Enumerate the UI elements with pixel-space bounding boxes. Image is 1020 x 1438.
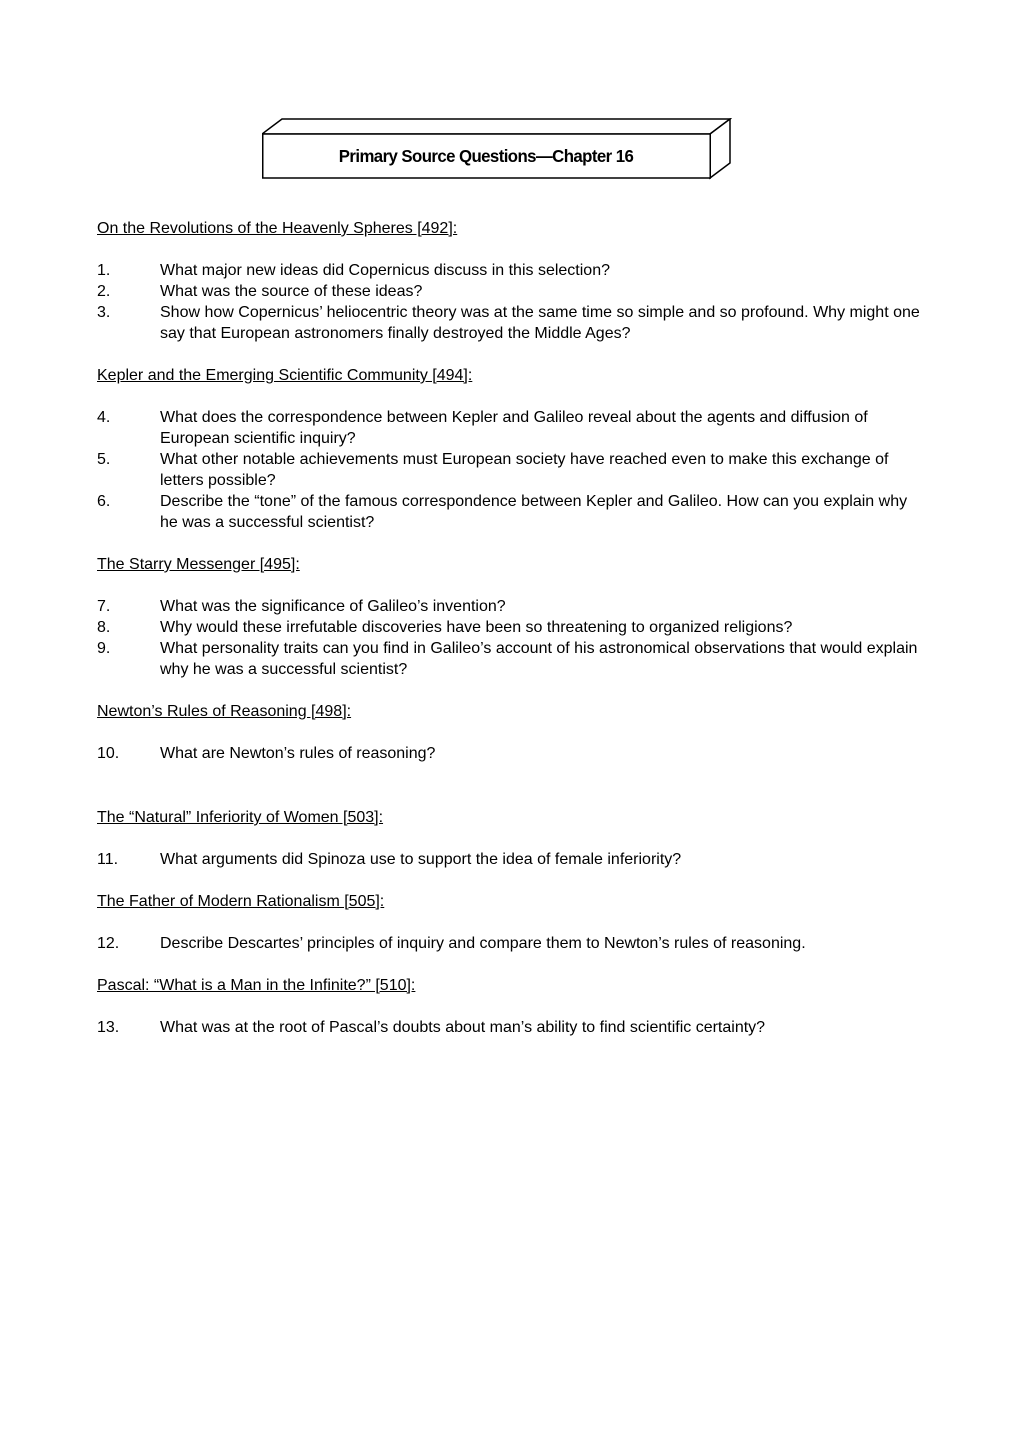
- question-text: Describe Descartes’ principles of inquiry and compare them to Newton’s rules of reasoning.: [160, 935, 806, 952]
- section-heading: The Starry Messenger [495]:: [97, 556, 300, 573]
- title-box: [262, 118, 732, 182]
- section: [97, 701, 920, 764]
- question-row: [97, 449, 920, 491]
- question-number: 10.: [97, 745, 120, 762]
- question-number: 1.: [97, 262, 111, 279]
- section-heading: The Father of Modern Rationalism [505]:: [97, 893, 385, 910]
- question-text: What personality traits can you find in Galileo’s account of his astronomical observations that would explain why he was a successful scientist?: [160, 640, 918, 678]
- question-row: [97, 933, 920, 954]
- question-number: 2.: [97, 283, 111, 300]
- question-text: What major new ideas did Copernicus discuss in this selection?: [160, 262, 610, 279]
- question-number: 5.: [97, 451, 111, 468]
- question-text: What arguments did Spinoza use to support the idea of female inferiority?: [160, 851, 682, 868]
- question-number: 11.: [97, 851, 119, 868]
- question-text: What other notable achievements must European society have reached even to make this exchange of letters possible?: [160, 451, 889, 489]
- title-box-label: Primary Source Questions—Chapter 16: [338, 145, 634, 166]
- question-row: [97, 302, 920, 344]
- question-number: 7.: [97, 598, 111, 615]
- question-number: 4.: [97, 409, 111, 426]
- section-heading: On the Revolutions of the Heavenly Spheres [492]:: [97, 220, 458, 237]
- document-page: [0, 118, 1020, 1438]
- question-text: Describe the “tone” of the famous correspondence between Kepler and Galileo. How can you explain why he was a successful scientist?: [160, 493, 908, 531]
- question-number: 9.: [97, 640, 111, 657]
- question-text: What was the significance of Galileo’s invention?: [160, 598, 506, 615]
- question-row: [97, 596, 920, 617]
- section-heading: Newton’s Rules of Reasoning [498]:: [97, 703, 352, 720]
- question-number: 13.: [97, 1019, 120, 1036]
- section: [97, 554, 920, 680]
- question-row: [97, 281, 920, 302]
- section: [97, 975, 920, 1038]
- question-text: What are Newton’s rules of reasoning?: [160, 745, 436, 762]
- question-number: 6.: [97, 493, 111, 510]
- section: [97, 365, 920, 533]
- section: [97, 807, 920, 870]
- question-row: [97, 743, 920, 764]
- question-row: [97, 260, 920, 281]
- section-heading: Kepler and the Emerging Scientific Community [494]:: [97, 367, 473, 384]
- document-content: [97, 218, 920, 1038]
- question-text: Show how Copernicus’ heliocentric theory was at the same time so simple and so profound. Why might one say that European astronomers finally destroyed the Middle Ages?: [160, 304, 920, 342]
- section: [97, 218, 920, 344]
- question-text: What was at the root of Pascal’s doubts about man’s ability to find scientific certainty?: [160, 1019, 766, 1036]
- section-heading: Pascal: “What is a Man in the Infinite?” [510]:: [97, 977, 416, 994]
- question-row: [97, 407, 920, 449]
- question-text: What does the correspondence between Kepler and Galileo reveal about the agents and diffusion of European scientific inquiry?: [160, 409, 868, 447]
- question-row: [97, 849, 920, 870]
- question-number: 3.: [97, 304, 111, 321]
- section: [97, 891, 920, 954]
- question-row: [97, 1017, 920, 1038]
- question-number: 8.: [97, 619, 111, 636]
- question-row: [97, 617, 920, 638]
- question-number: 12.: [97, 935, 120, 952]
- question-text: What was the source of these ideas?: [160, 283, 423, 300]
- question-row: [97, 491, 920, 533]
- section-heading: The “Natural” Inferiority of Women [503]:: [97, 809, 384, 826]
- question-row: [97, 638, 920, 680]
- question-text: Why would these irrefutable discoveries have been so threatening to organized religions?: [160, 619, 793, 636]
